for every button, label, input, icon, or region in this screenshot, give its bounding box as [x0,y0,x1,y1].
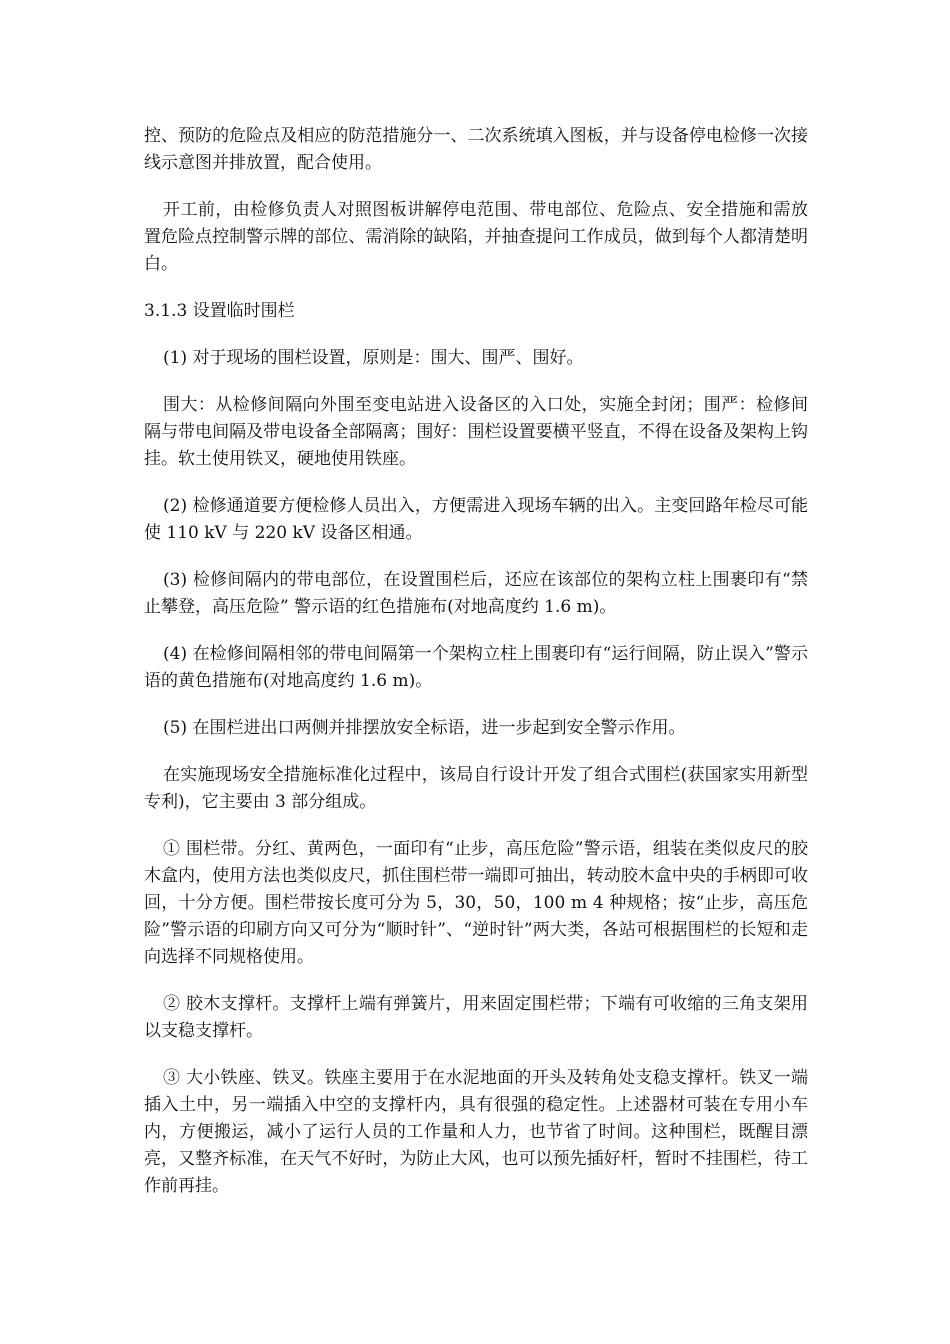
paragraph-item-3: (3) 检修间隔内的带电部位，在设置围栏后，还应在该部位的架构立柱上围裹印有“禁止攀登，高压危险” 警示语的红色措施布(对地高度约 1.6 m)。 [144,570,808,617]
paragraph-1: 控、预防的危险点及相应的防范措施分一、二次系统填入图板，并与设备停电检修一次接线示意图并排放置，配合使用。 [144,126,808,173]
paragraph-combined-fence: 在实施现场安全措施标准化过程中，该局自行设计开发了组合式围栏(获国家实用新型专利)，它主要由 3 部分组成。 [144,765,808,812]
paragraph-item-4: (4) 在检修间隔相邻的带电间隔第一个架构立柱上围裹印有“运行间隔，防止误入”警示语的黄色措施布(对地高度约 1.6 m)。 [144,644,808,691]
document-page [144,123,808,1220]
section-heading: 3.1.3 设置临时围栏 [144,301,295,321]
paragraph-component-3: ③ 大小铁座、铁叉。铁座主要用于在水泥地面的开头及转角处支稳支撑杆。铁叉一端插入土中，另一端插入中空的支撑杆内，具有很强的稳定性。上述器材可装在专用小车内，方便搬运，减小了运行人员的工作量和人力，也节省了时间。这种围栏，既醒目漂亮，又整齐标准，在天气不好时，为防止大风，也可以预先插好杆，暂时不挂围栏，待工作前再挂。 [144,1068,808,1196]
paragraph-item-5: (5) 在围栏进出口两侧并排摆放安全标语，进一步起到安全警示作用。 [163,718,686,738]
paragraph-item-2: (2) 检修通道要方便检修人员出入，方便需进入现场车辆的出入。主变回路年检尽可能使 110 kV 与 220 kV 设备区相通。 [144,496,808,543]
paragraph-component-2: ② 胶木支撑杆。支撑杆上端有弹簧片，用来固定围栏带；下端有可收缩的三角支架用以支稳支撑杆。 [144,994,808,1041]
paragraph-item-1: (1) 对于现场的围栏设置，原则是：围大、围严、围好。 [163,348,584,368]
paragraph-component-1: ① 围栏带。分红、黄两色，一面印有“止步，高压危险”警示语，组装在类似皮尺的胶木盒内，使用方法也类似皮尺，抓住围栏带一端即可抽出，转动胶木盒中央的手柄即可收回，十分方便。围栏带按长度可分为 5，30，50，100 m 4 种规格；按“止步，高压危险”警示语的印刷方向又可分为“顺时针”、“逆时针”两大类，各站可根据围栏的长短和走向选择不同规格使用。 [144,839,808,967]
paragraph-2: 开工前，由检修负责人对照图板讲解停电范围、带电部位、危险点、安全措施和需放置危险点控制警示牌的部位、需消除的缺陷，并抽查提问工作成员，做到每个人都清楚明白。 [144,200,808,274]
paragraph-fence-principle: 围大：从检修间隔向外围至变电站进入设备区的入口处，实施全封闭；围严：检修间隔与带电间隔及带电设备全部隔离；围好：围栏设置要横平竖直，不得在设备及架构上钩挂。软土使用铁叉，硬地使用铁座。 [144,395,808,469]
